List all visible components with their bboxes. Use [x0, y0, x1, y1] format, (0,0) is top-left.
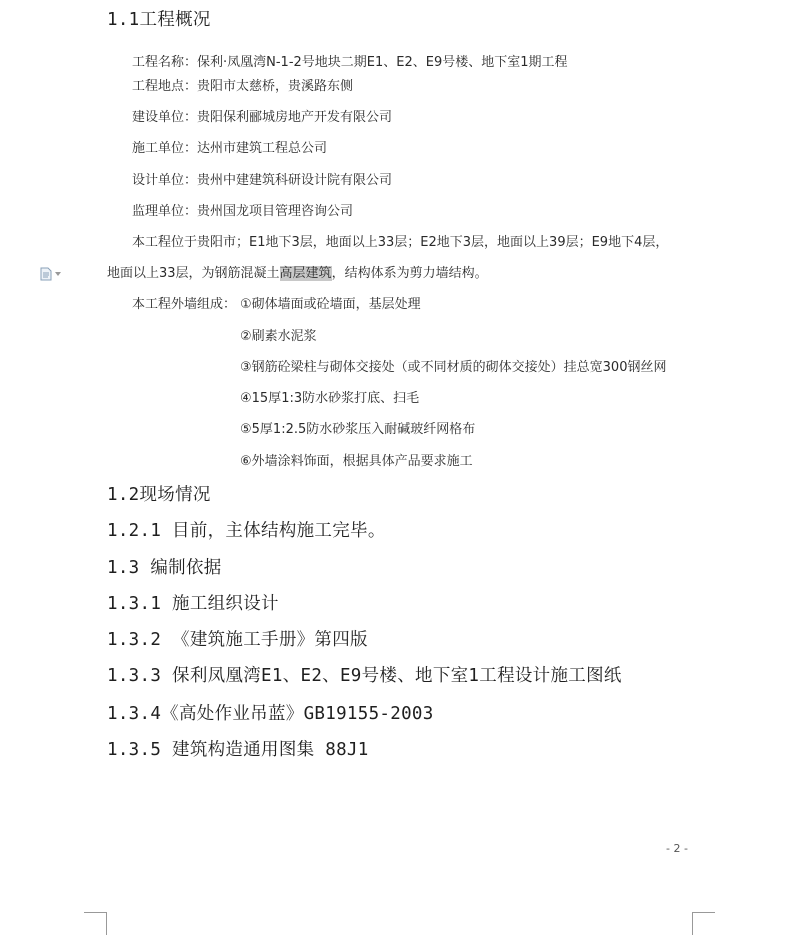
heading-1-3-3: 1.3.3 保利凤凰湾E1、E2、E9号楼、地下室1工程设计施工图纸 — [107, 666, 622, 686]
heading-1-3-4: 1.3.4《高处作业吊蓝》GB19155-2003 — [107, 704, 434, 724]
contractor-unit: 施工单位：达州市建筑工程总公司 — [132, 141, 328, 156]
description-text-post: ，结构体系为剪力墙结构。 — [331, 266, 488, 281]
heading-1-3-2: 1.3.2 《建筑施工手册》第四版 — [107, 630, 368, 650]
project-name: 工程名称：保利·凤凰湾N-1-2号地块二期E1、E2、E9号楼、地下室1期工程 — [132, 55, 568, 70]
heading-1-3-1: 1.3.1 施工组织设计 — [107, 594, 279, 614]
description-line-2 — [107, 262, 488, 281]
wall-item: ④15厚1:3防水砂浆打底、扫毛 — [240, 391, 420, 406]
heading-1-3-5: 1.3.5 建筑构造通用图集 88J1 — [107, 740, 369, 760]
heading-1-2: 1.2现场情况 — [107, 485, 211, 505]
wall-item: ③钢筋砼梁柱与砌体交接处（或不同材质的砌体交接处）挂总宽300钢丝网 — [240, 360, 667, 375]
selected-text[interactable]: 高层建筑 — [279, 266, 332, 281]
crop-mark-bottom-left — [84, 912, 107, 935]
wall-intro: 本工程外墙组成： — [132, 297, 237, 312]
wall-item: ⑤5厚1:2.5防水砂浆压入耐碱玻纤网格布 — [240, 422, 476, 437]
heading-1-3: 1.3 编制依据 — [107, 558, 222, 578]
description-text-pre: 地面以上33层，为钢筋混凝土 — [107, 266, 280, 281]
designer-unit: 设计单位：贵州中建建筑科研设计院有限公司 — [132, 173, 393, 188]
dropdown-arrow-icon — [55, 272, 61, 276]
page-number: - 2 - — [666, 842, 688, 855]
description-line-1: 本工程位于贵阳市；E1地下3层，地面以上33层；E2地下3层，地面以上39层；E9地下4层， — [132, 235, 669, 250]
wall-item: ⑥外墙涂料饰面，根据具体产品要求施工 — [240, 454, 473, 469]
project-location: 工程地点：贵阳市太慈桥，贵溪路东侧 — [132, 79, 354, 94]
heading-1-2-1: 1.2.1 目前，主体结构施工完毕。 — [107, 521, 386, 541]
paragraph-menu-button[interactable] — [40, 267, 61, 281]
wall-item: ②刷素水泥浆 — [240, 329, 317, 344]
builder-unit: 建设单位：贵阳保利郦城房地产开发有限公司 — [132, 110, 393, 125]
crop-mark-bottom-right — [692, 912, 715, 935]
wall-item: ①砌体墙面或砼墙面，基层处理 — [240, 297, 421, 312]
heading-1-1: 1.1工程概况 — [107, 10, 211, 30]
supervisor-unit: 监理单位：贵州国龙项目管理咨询公司 — [132, 204, 354, 219]
document-icon — [40, 267, 52, 281]
